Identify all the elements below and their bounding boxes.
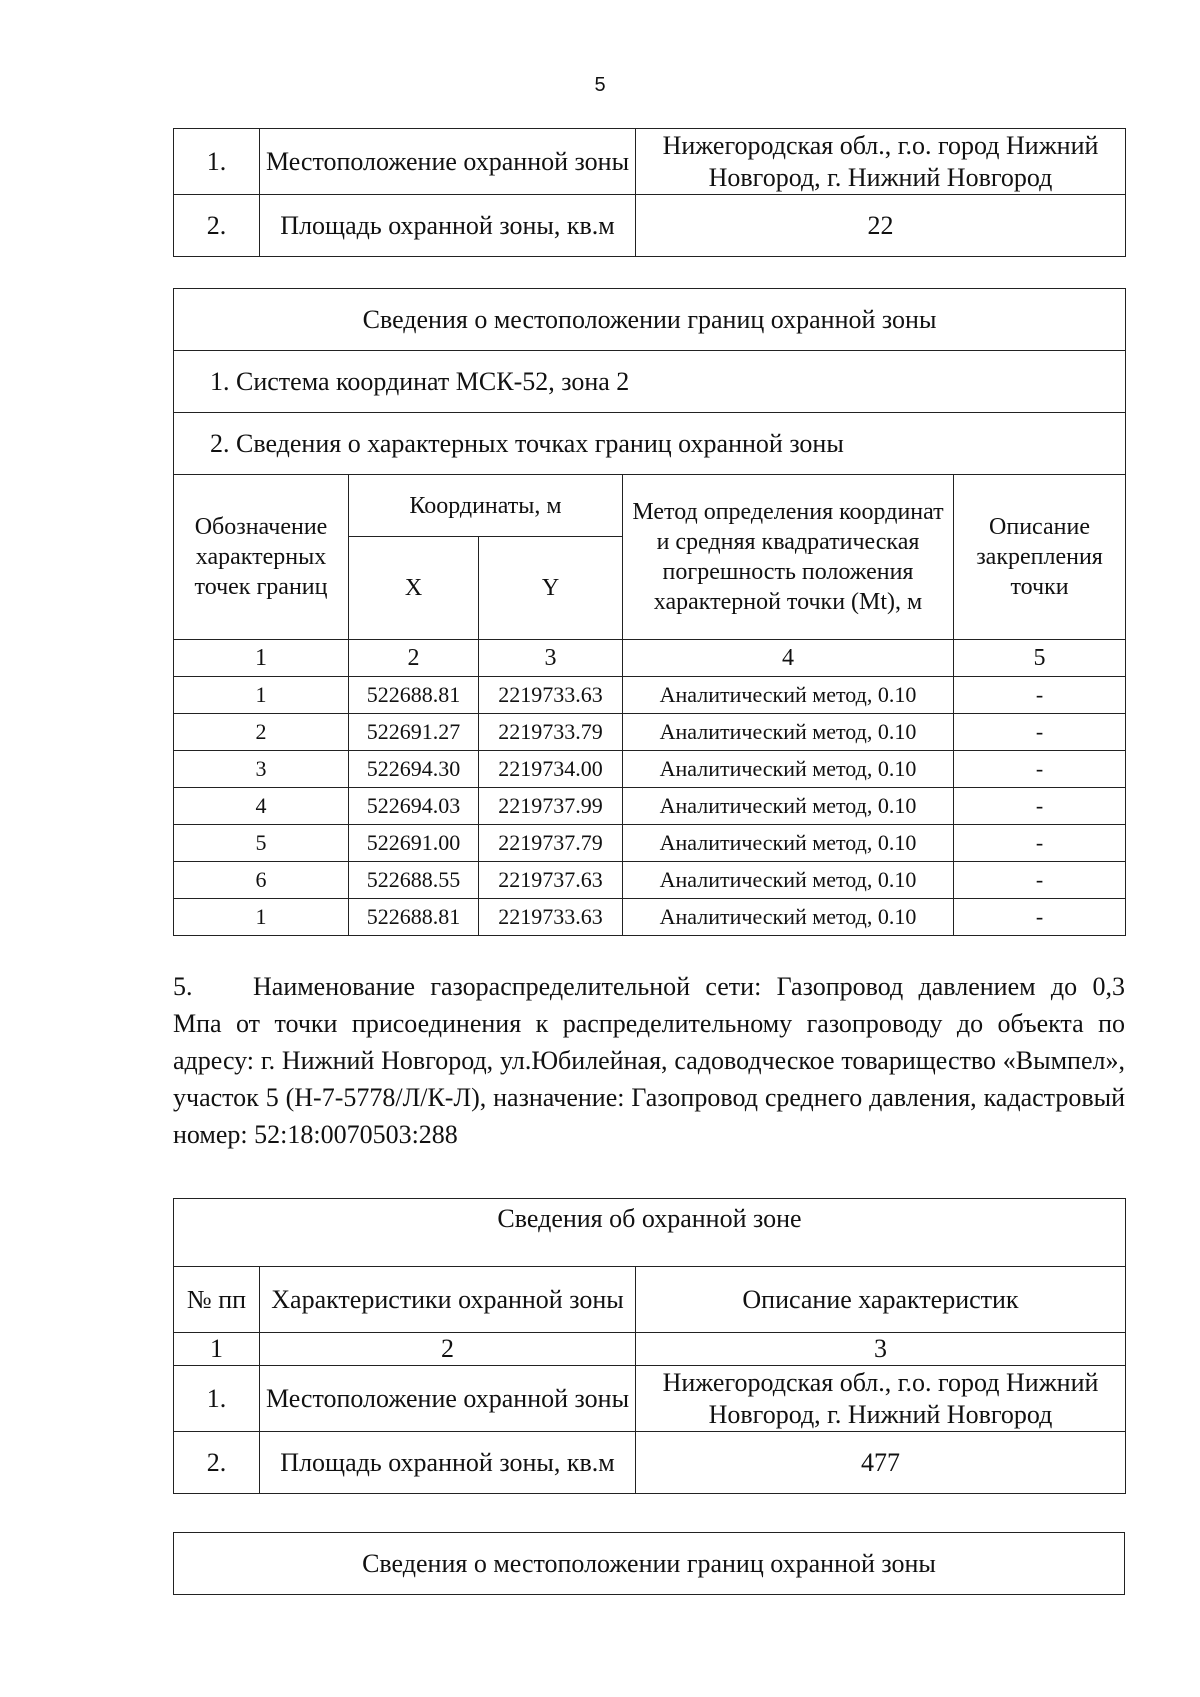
point-id: 5: [174, 825, 349, 862]
boundary-table-title: Сведения о местоположении границ охранной зоны: [174, 289, 1126, 351]
coord-y: 2219733.63: [479, 677, 623, 714]
header-description: Описание закрепления точки: [954, 475, 1126, 640]
zone-info-table: [173, 1198, 1126, 1494]
header-description: Описание характеристик: [636, 1267, 1126, 1333]
column-number: 3: [636, 1333, 1126, 1366]
table-row: [174, 129, 1126, 195]
characteristic-value: 22: [636, 195, 1126, 257]
coord-y: 2219737.79: [479, 825, 623, 862]
table-row: [174, 899, 1126, 936]
point-id: 4: [174, 788, 349, 825]
table-row: [174, 195, 1126, 257]
coordinate-system: 1. Система координат МСК-52, зона 2: [174, 351, 1126, 413]
point-id: 1: [174, 899, 349, 936]
table-row: [174, 751, 1126, 788]
method: Аналитический метод, 0.10: [623, 677, 954, 714]
row-number: 2.: [174, 195, 260, 257]
zone-table-top: [173, 128, 1126, 257]
coord-x: 522694.30: [349, 751, 479, 788]
row-number: 2.: [174, 1432, 260, 1494]
header-characteristics: Характеристики охранной зоны: [260, 1267, 636, 1333]
boundary-coordinates-table: [173, 288, 1126, 936]
column-number: 4: [623, 640, 954, 677]
method: Аналитический метод, 0.10: [623, 788, 954, 825]
table-row: [174, 862, 1126, 899]
table-row: [174, 1432, 1126, 1494]
row-number: 1.: [174, 1366, 260, 1432]
coord-y: 2219734.00: [479, 751, 623, 788]
characteristic-name: Местоположение охранной зоны: [260, 129, 636, 195]
coord-y: 2219737.99: [479, 788, 623, 825]
table-row: [174, 677, 1126, 714]
characteristic-name: Площадь охранной зоны, кв.м: [260, 1432, 636, 1494]
method: Аналитический метод, 0.10: [623, 899, 954, 936]
characteristic-value: Нижегородская обл., г.о. город Нижний Новгород, г. Нижний Новгород: [636, 129, 1126, 195]
column-number: 1: [174, 640, 349, 677]
point-id: 1: [174, 677, 349, 714]
point-description: -: [954, 714, 1126, 751]
characteristic-value: 477: [636, 1432, 1126, 1494]
point-id: 3: [174, 751, 349, 788]
table-row: [174, 714, 1126, 751]
point-description: -: [954, 751, 1126, 788]
coord-x: 522691.27: [349, 714, 479, 751]
characteristic-value: Нижегородская обл., г.о. город Нижний Новгород, г. Нижний Новгород: [636, 1366, 1126, 1432]
table-row: [174, 825, 1126, 862]
point-description: -: [954, 899, 1126, 936]
characteristic-name: Площадь охранной зоны, кв.м: [260, 195, 636, 257]
method: Аналитический метод, 0.10: [623, 714, 954, 751]
header-x: X: [349, 537, 479, 640]
method: Аналитический метод, 0.10: [623, 825, 954, 862]
points-title: 2. Сведения о характерных точках границ охранной зоны: [174, 413, 1126, 475]
point-description: -: [954, 862, 1126, 899]
header-number: № пп: [174, 1267, 260, 1333]
method: Аналитический метод, 0.10: [623, 751, 954, 788]
zone-info-title: Сведения об охранной зоне: [174, 1199, 1126, 1267]
header-designation: Обозначение характерных точек границ: [174, 475, 349, 640]
header-coordinates: Координаты, м: [349, 475, 623, 537]
boundary-table-2-title: Сведения о местоположении границ охранной зоны: [174, 1533, 1125, 1595]
point-description: -: [954, 825, 1126, 862]
paragraph-text: Наименование газораспределительной сети: Газопровод давлением до 0,3 Мпа от точки присоединения к распределительному газопроводу до объекта по адресу: г. Нижний Новгород, ул.Юбилейная, садоводческое товарищество «Вымпел», участок 5 (Н-7-5778/Л/К-Л), назначение: Газопровод среднего давления, кадастровый номер: 52:18:0070503:288: [173, 972, 1125, 1149]
header-y: Y: [479, 537, 623, 640]
table-row: [174, 788, 1126, 825]
column-number: 1: [174, 1333, 260, 1366]
column-number: 2: [349, 640, 479, 677]
point-description: -: [954, 677, 1126, 714]
column-number: 2: [260, 1333, 636, 1366]
characteristic-name: Местоположение охранной зоны: [260, 1366, 636, 1432]
column-number: 3: [479, 640, 623, 677]
coord-x: 522688.81: [349, 677, 479, 714]
coord-y: 2219737.63: [479, 862, 623, 899]
paragraph-number: 5.: [173, 972, 193, 1001]
header-method: Метод определения координат и средняя квадратическая погрешность положения характерной точки (Mt), м: [623, 475, 954, 640]
row-number: 1.: [174, 129, 260, 195]
point-id: 6: [174, 862, 349, 899]
column-number: 5: [954, 640, 1126, 677]
point-id: 2: [174, 714, 349, 751]
boundary-table-2: [173, 1532, 1125, 1595]
coord-x: 522694.03: [349, 788, 479, 825]
table-row: [174, 1366, 1126, 1432]
coord-y: 2219733.63: [479, 899, 623, 936]
point-description: -: [954, 788, 1126, 825]
page-number: 5: [594, 74, 606, 96]
method: Аналитический метод, 0.10: [623, 862, 954, 899]
coord-x: 522688.55: [349, 862, 479, 899]
coord-x: 522691.00: [349, 825, 479, 862]
coord-x: 522688.81: [349, 899, 479, 936]
network-description-paragraph: [173, 968, 1125, 1153]
coord-y: 2219733.79: [479, 714, 623, 751]
